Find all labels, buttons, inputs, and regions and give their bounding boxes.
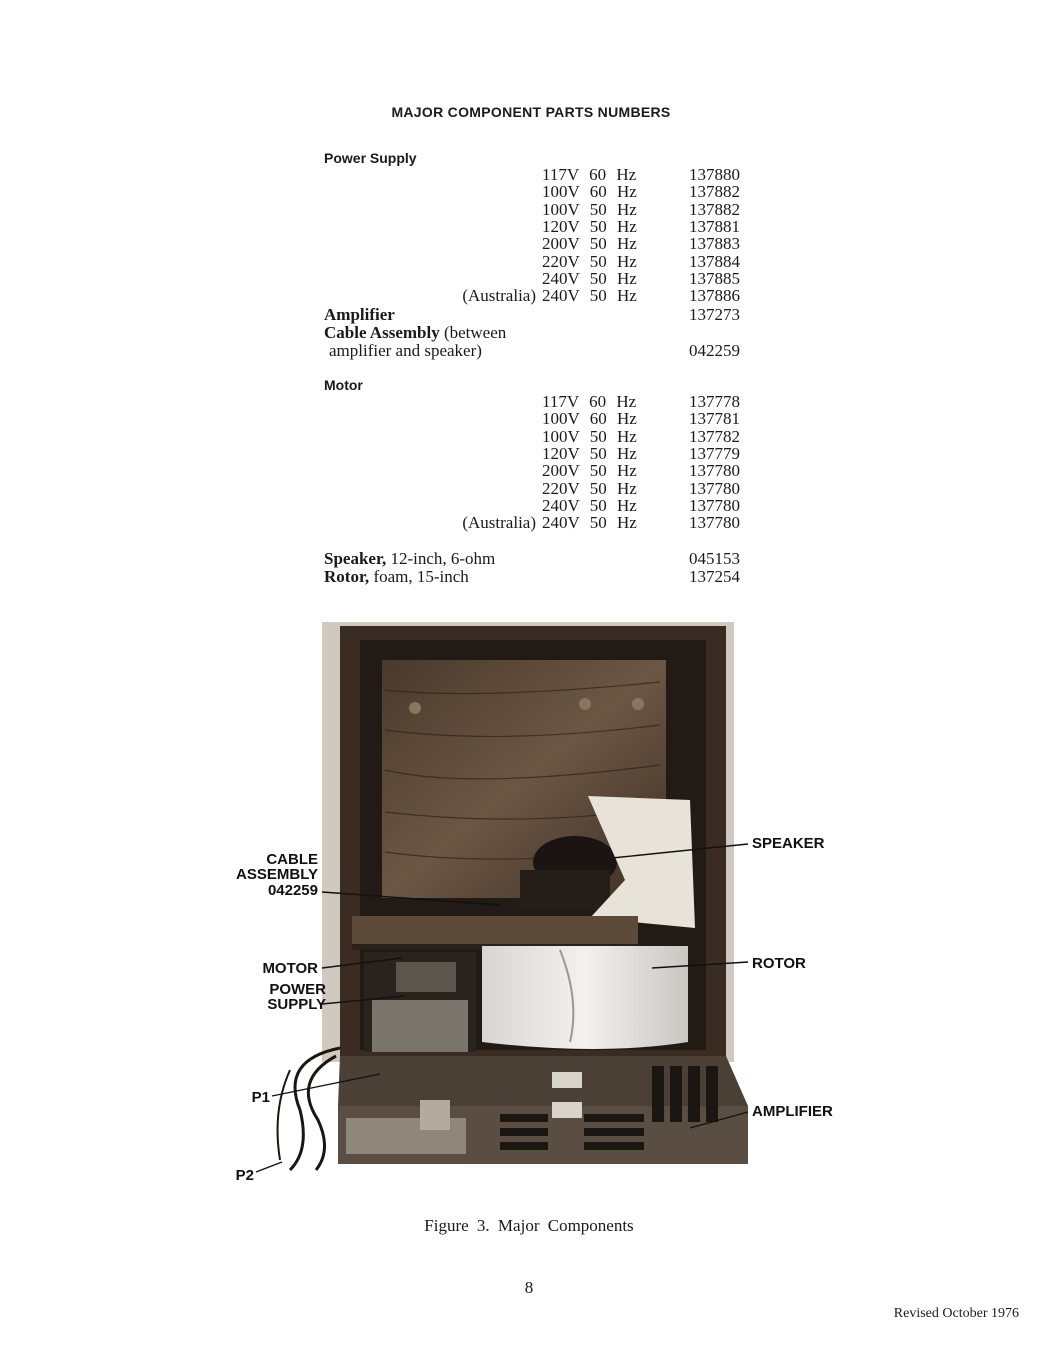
motor-row: [324, 428, 744, 446]
power-supply-row: [324, 166, 744, 184]
speaker-label: Speaker,: [324, 549, 387, 568]
voltage-rating: 220V 50 Hz: [542, 251, 637, 271]
speaker-detail: 12-inch, 6-ohm: [390, 549, 496, 568]
part-number: 137880: [689, 165, 740, 184]
power-supply-row: [324, 201, 744, 219]
motor-row: [324, 410, 744, 428]
rotor-row: [324, 568, 744, 586]
part-number: 137886: [689, 286, 740, 306]
voltage-rating: 200V 50 Hz: [542, 234, 637, 254]
voltage-rating: 120V 50 Hz: [542, 216, 637, 236]
rotor-label: Rotor,: [324, 567, 370, 586]
motor-row: [324, 514, 744, 532]
part-number: 137778: [689, 392, 740, 411]
rotor-detail: foam, 15-inch: [373, 567, 469, 586]
region-note: (Australia): [462, 513, 536, 533]
speaker-part-number: 045153: [689, 549, 740, 568]
callout-p1: P1: [251, 1089, 270, 1106]
power-supply-row: [324, 235, 744, 253]
callout-power-1: POWER: [269, 981, 326, 998]
part-number: 137881: [689, 216, 740, 236]
amplifier-row: [324, 306, 744, 324]
voltage-rating: 120V 50 Hz: [542, 443, 637, 463]
part-number: 137885: [689, 268, 740, 288]
callout-rotor: ROTOR: [752, 955, 806, 972]
callout-cable-3: 042259: [267, 882, 318, 899]
cable-assembly-row: [324, 324, 744, 342]
cable-assembly-detail-2: amplifier and speaker): [329, 341, 482, 360]
callout-speaker: SPEAKER: [752, 835, 825, 852]
motor-row: [324, 462, 744, 480]
motor-row: [324, 480, 744, 498]
part-number: 137782: [689, 426, 740, 446]
power-supply-row: [324, 183, 744, 201]
power-supply-row: [324, 253, 744, 271]
amplifier-part-number: 137273: [689, 305, 740, 324]
voltage-rating: 220V 50 Hz: [542, 478, 637, 498]
cable-assembly-label: Cable Assembly: [324, 323, 440, 342]
voltage-rating: 117V 60 Hz: [542, 392, 637, 411]
motor-row: [324, 497, 744, 515]
part-number: 137780: [689, 495, 740, 515]
power-supply-row: [324, 270, 744, 288]
voltage-rating: 100V 60 Hz: [542, 409, 637, 429]
voltage-rating: 240V 50 Hz: [542, 513, 637, 533]
power-supply-heading: Power Supply: [324, 150, 417, 166]
callout-power-2: SUPPLY: [267, 996, 326, 1013]
part-number: 137780: [689, 513, 740, 533]
callout-cable-2: ASSEMBLY: [236, 866, 318, 883]
part-number: 137882: [689, 182, 740, 202]
page-number: 8: [524, 1278, 534, 1297]
callout-amplifier: AMPLIFIER: [752, 1103, 833, 1120]
major-components-photo: [220, 618, 850, 1188]
voltage-rating: 100V 50 Hz: [542, 199, 637, 219]
cable-assembly-detail: (between: [443, 323, 507, 342]
cable-assembly-row-2: [324, 342, 744, 360]
speaker-row: [324, 550, 744, 568]
voltage-rating: 240V 50 Hz: [542, 268, 637, 288]
part-number: 137781: [689, 409, 740, 429]
callout-p2: P2: [235, 1167, 254, 1184]
part-number: 137779: [689, 443, 740, 463]
cabinet-graphic: [278, 622, 748, 1170]
callout-cable-1: CABLE: [266, 851, 318, 868]
power-supply-row: [324, 287, 744, 305]
part-number: 137780: [689, 461, 740, 481]
amplifier-label: Amplifier: [324, 305, 395, 324]
voltage-rating: 200V 50 Hz: [542, 461, 637, 481]
page-title: MAJOR COMPONENT PARTS NUMBERS: [391, 104, 671, 120]
motor-heading: Motor: [324, 377, 363, 393]
callout-motor: MOTOR: [262, 960, 318, 977]
region-note: (Australia): [462, 286, 536, 306]
voltage-rating: 117V 60 Hz: [542, 165, 637, 184]
motor-row: [324, 445, 744, 463]
voltage-rating: 100V 50 Hz: [542, 426, 637, 446]
part-number: 137780: [689, 478, 740, 498]
motor-row: [324, 393, 744, 411]
part-number: 137882: [689, 199, 740, 219]
rotor-part-number: 137254: [689, 567, 740, 586]
power-supply-row: [324, 218, 744, 236]
part-number: 137883: [689, 234, 740, 254]
cable-assembly-part-number: 042259: [689, 341, 740, 360]
voltage-rating: 240V 50 Hz: [542, 286, 637, 306]
figure-caption: Figure 3. Major Components: [424, 1216, 634, 1235]
revision-date: Revised October 1976: [893, 1306, 1019, 1321]
part-number: 137884: [689, 251, 740, 271]
voltage-rating: 240V 50 Hz: [542, 495, 637, 515]
voltage-rating: 100V 60 Hz: [542, 182, 637, 202]
